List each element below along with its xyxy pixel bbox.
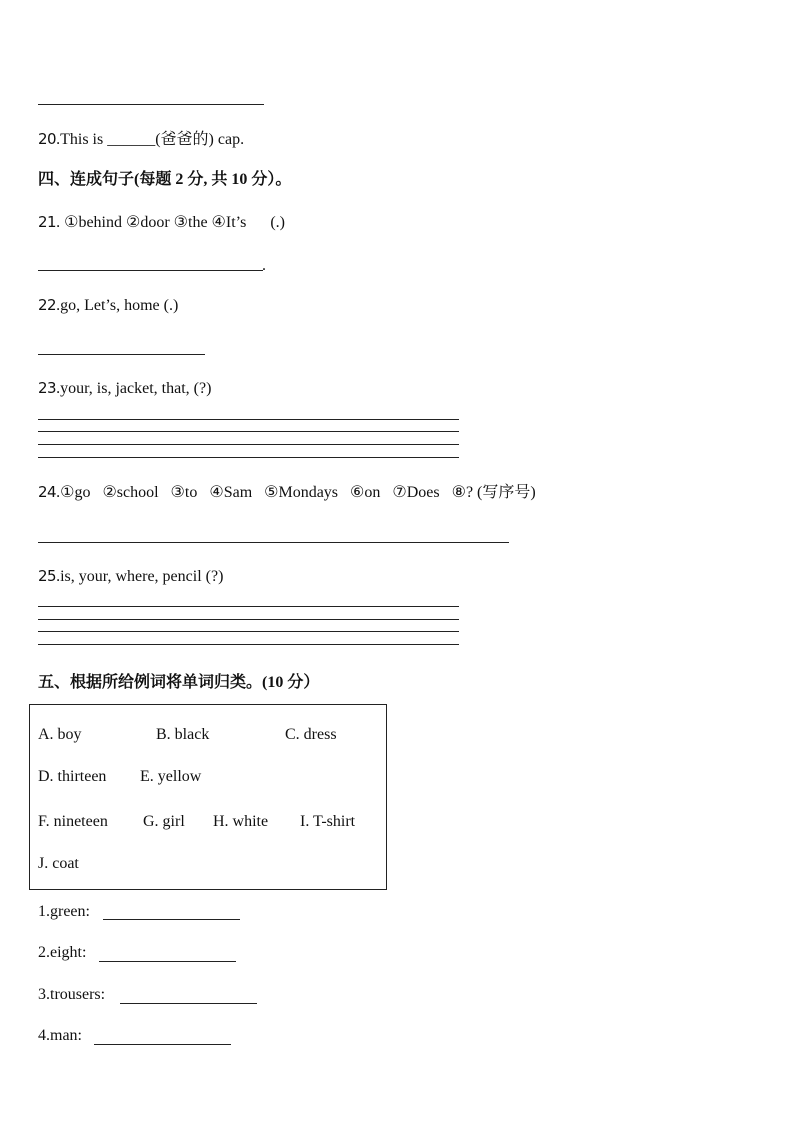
answer-line-item-1[interactable]: [103, 919, 240, 920]
word-g: G. girl: [143, 813, 185, 830]
classify-item-1: 1.green:: [38, 903, 90, 920]
question-text: .go, Let’s, home (.): [56, 297, 179, 314]
answer-line-top[interactable]: [38, 104, 264, 105]
writing-line-23-1[interactable]: [38, 419, 459, 420]
word-b: B. black: [156, 726, 210, 743]
writing-line-25-1[interactable]: [38, 606, 459, 607]
answer-line-item-2[interactable]: [99, 961, 236, 962]
word-d: D. thirteen: [38, 768, 107, 785]
question-23: [38, 378, 211, 399]
word-i: I. T-shirt: [300, 813, 356, 830]
question-number: 20: [38, 130, 57, 148]
section-4-heading: 四、连成句子(每题 2 分, 共 10 分）。: [38, 171, 292, 188]
question-20: [38, 129, 244, 150]
classify-item-4: 4.man:: [38, 1027, 82, 1044]
writing-line-23-2[interactable]: [38, 431, 459, 432]
answer-line-21[interactable]: [38, 270, 263, 271]
word-h: H. white: [213, 813, 269, 830]
answer-line-24[interactable]: [38, 542, 509, 543]
writing-line-23-3[interactable]: [38, 444, 459, 445]
word-c: C. dress: [285, 726, 337, 743]
question-text: .your, is, jacket, that, (?): [56, 380, 212, 397]
question-text: .①go ②school ③to ④Sam ⑤Mondays ⑥on ⑦Does ⑧? (写序号): [56, 484, 536, 501]
writing-line-25-4[interactable]: [38, 644, 459, 645]
word-j: J. coat: [38, 855, 79, 872]
section-5-heading: 五、根据所给例词将单词归类。(10 分）: [38, 674, 320, 691]
question-number: 25: [38, 567, 57, 585]
question-22: [38, 295, 178, 316]
question-24: [38, 482, 536, 503]
question-25: [38, 566, 223, 587]
classify-item-2: 2.eight:: [38, 944, 87, 961]
writing-line-25-2[interactable]: [38, 619, 459, 620]
answer-line-item-3[interactable]: [120, 1003, 257, 1004]
question-number: 23: [38, 379, 57, 397]
question-number: 22: [38, 296, 57, 314]
question-text: .This is ______(爸爸的) cap.: [56, 131, 245, 148]
word-e: E. yellow: [140, 768, 202, 785]
classify-item-3: 3.trousers:: [38, 986, 106, 1003]
answer-line-item-4[interactable]: [94, 1044, 231, 1045]
word-a: A. boy: [38, 726, 82, 743]
word-f: F. nineteen: [38, 813, 108, 830]
answer-line-22[interactable]: [38, 354, 205, 355]
question-number: 21: [38, 213, 57, 231]
question-text: . ①behind ②door ③the ④It’s (.): [56, 214, 285, 231]
question-number: 24: [38, 483, 57, 501]
question-text: .is, your, where, pencil (?): [56, 568, 224, 585]
writing-line-25-3[interactable]: [38, 631, 459, 632]
answer-line-21-period: .: [262, 257, 266, 274]
writing-line-23-4[interactable]: [38, 457, 459, 458]
question-21: [38, 212, 285, 233]
